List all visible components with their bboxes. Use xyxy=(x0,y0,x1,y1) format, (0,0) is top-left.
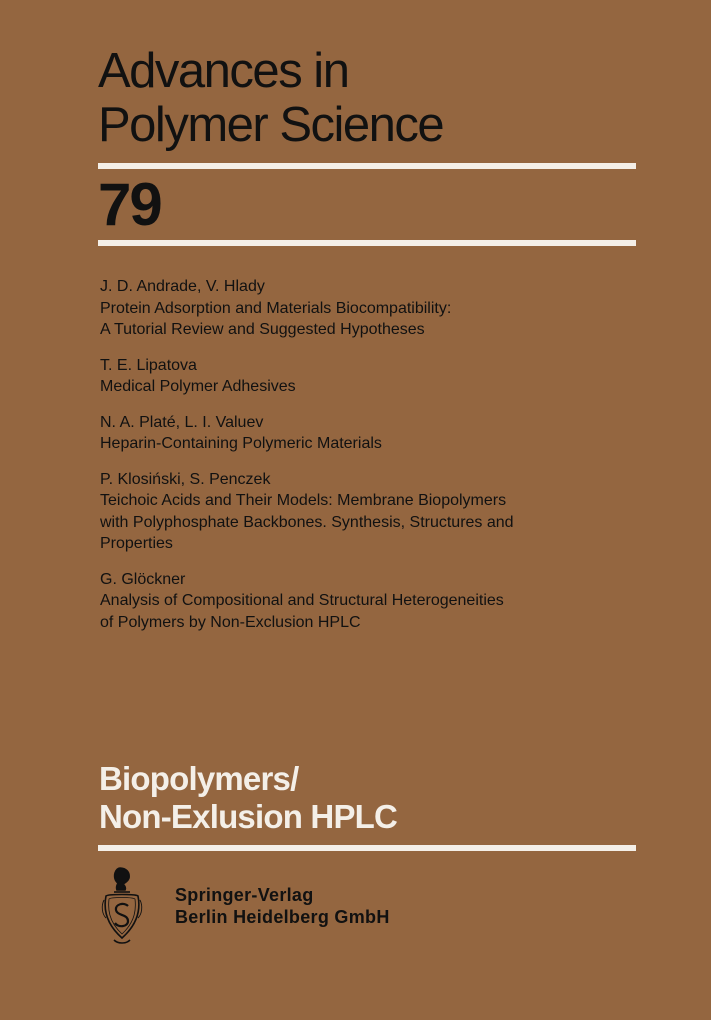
publisher-line: Springer-Verlag xyxy=(175,885,314,905)
entry-title-line: of Polymers by Non-Exclusion HPLC xyxy=(100,613,361,631)
entry-title-line: A Tutorial Review and Suggested Hypotheses xyxy=(100,321,425,338)
series-title xyxy=(98,44,658,152)
publisher-name xyxy=(175,884,390,928)
entry-authors: T. E. Lipatova xyxy=(100,356,197,374)
volume-number: 79 xyxy=(98,171,161,238)
entry-authors: G. Glöckner xyxy=(100,570,186,588)
divider-rule xyxy=(98,845,636,851)
entry-title-line: Protein Adsorption and Materials Biocompatibility: xyxy=(100,299,452,317)
springer-knight-logo-icon xyxy=(100,866,144,946)
contents-entry xyxy=(100,276,640,341)
entry-title-line: Teichoic Acids and Their Models: Membrane Biopolymers xyxy=(100,492,507,509)
contents-entry xyxy=(100,469,640,555)
contents-entry xyxy=(100,569,640,634)
contents-entry xyxy=(100,412,640,455)
divider-rule xyxy=(98,240,636,246)
entry-authors: N. A. Platé, L. I. Valuev xyxy=(100,413,264,431)
entry-title-line: Heparin-Containing Polymeric Materials xyxy=(100,435,382,452)
entry-authors: P. Klosiński, S. Penczek xyxy=(100,470,271,488)
contents-list xyxy=(100,276,640,647)
entry-title-line: Medical Polymer Adhesives xyxy=(100,378,296,395)
series-title-line: Polymer Science xyxy=(98,98,444,152)
book-title xyxy=(99,760,639,836)
book-title-line: Biopolymers/ xyxy=(99,760,299,797)
entry-authors: J. D. Andrade, V. Hlady xyxy=(100,278,265,295)
entry-title-line: Analysis of Compositional and Structural Heterogeneities xyxy=(100,592,504,609)
publisher-line: Berlin Heidelberg GmbH xyxy=(175,907,390,927)
book-title-line: Non-Exlusion HPLC xyxy=(99,798,398,835)
entry-title-line: Properties xyxy=(100,535,173,552)
series-title-line: Advances in xyxy=(98,44,349,98)
contents-entry xyxy=(100,355,640,398)
divider-rule xyxy=(98,163,636,169)
entry-title-line: with Polyphosphate Backbones. Synthesis, Structures and xyxy=(100,513,514,531)
